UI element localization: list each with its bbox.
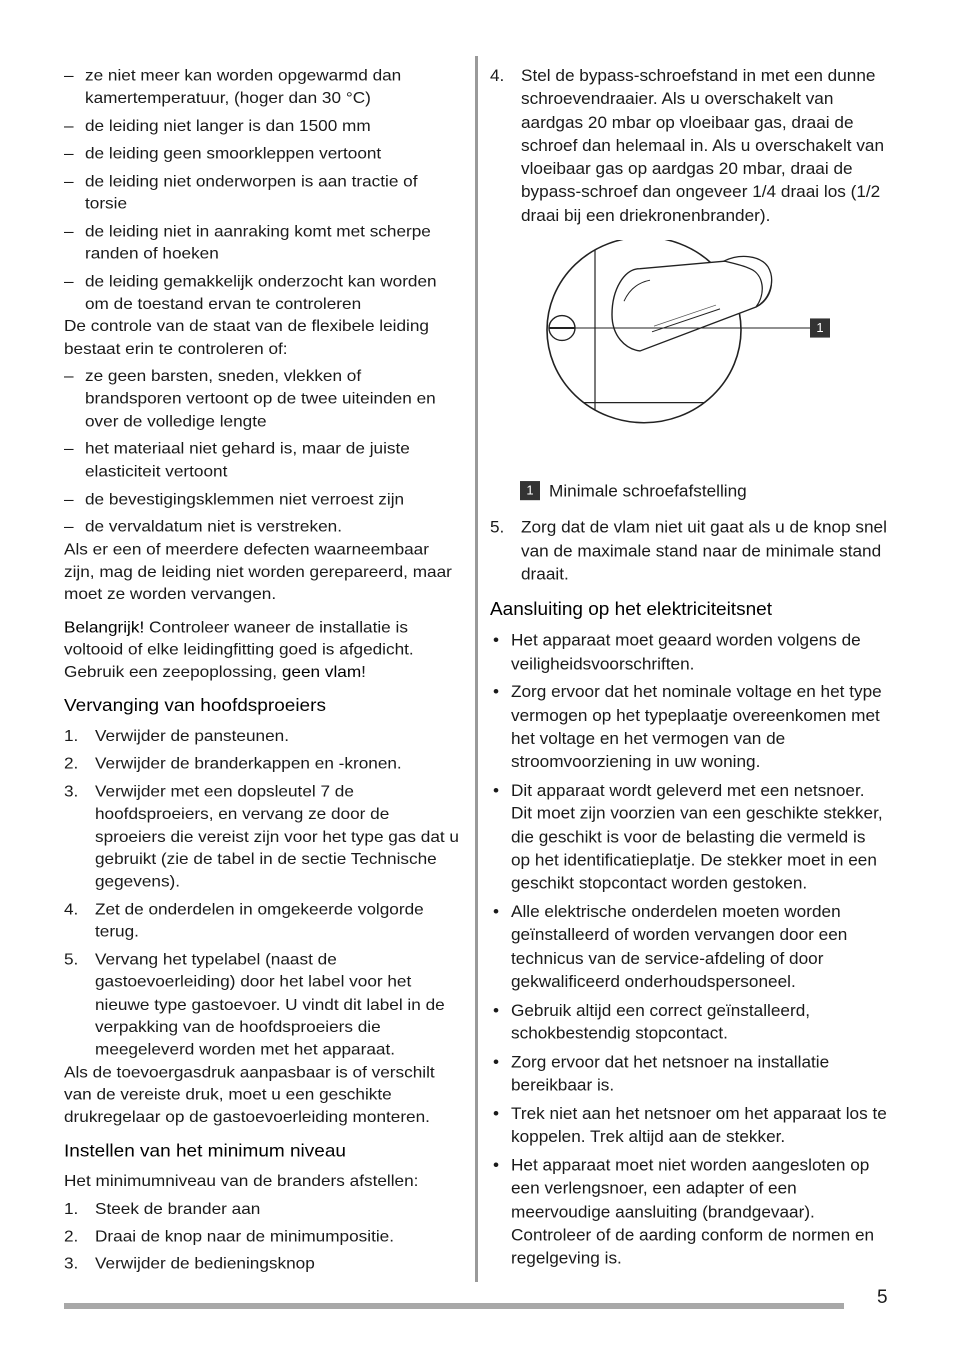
right-column bbox=[490, 64, 888, 1275]
step-item bbox=[64, 1225, 462, 1248]
list-item: – de leiding niet langer is dan 1500 mm bbox=[64, 114, 462, 137]
step-number: 5. bbox=[64, 949, 79, 969]
step-item bbox=[64, 725, 462, 748]
flame-step bbox=[490, 516, 888, 586]
list-item: – de leiding niet onderworpen is aan tractie of torsie bbox=[64, 169, 462, 214]
left-column bbox=[64, 64, 462, 1275]
pipe-control-list bbox=[64, 364, 462, 537]
section-heading-minimum: Instellen van het minimum niveau bbox=[64, 1141, 346, 1162]
step-text: Verwijder de pansteunen. bbox=[95, 726, 289, 745]
step-number: 4. bbox=[490, 65, 505, 86]
step-item bbox=[490, 516, 888, 586]
list-item: – de leiding niet in aanraking komt met scherpe randen of hoeken bbox=[64, 220, 462, 265]
electric-requirements-list bbox=[490, 629, 888, 1270]
page-number: 5 bbox=[877, 1287, 888, 1308]
pipe-requirements-list bbox=[64, 64, 462, 315]
step-number: 4. bbox=[64, 899, 79, 919]
control-intro: De controle van de staat van de flexibele leiding bestaat erin te controleren of: bbox=[64, 316, 429, 358]
step-text: Verwijder de bedieningsknop bbox=[95, 1254, 315, 1273]
step-item bbox=[64, 1197, 462, 1220]
list-item: – de bevestigingsklemmen niet verroest zijn bbox=[64, 487, 462, 510]
step-text: Zorg dat de vlam niet uit gaat als u de knop snel van de maximale stand naar de minimale stand draait. bbox=[521, 517, 887, 584]
burner-tap-drawing bbox=[520, 240, 820, 479]
important-text: Controleer waneer de installatie is voltooid of elke leidingfitting goed is afgedicht. Gebruik een zeepoplossing, bbox=[64, 617, 414, 681]
section-heading-nozzles: Vervanging van hoofdsproeiers bbox=[64, 696, 326, 717]
step-item bbox=[64, 898, 462, 943]
section-heading-electric: Aansluiting op het elektriciteitsnet bbox=[490, 599, 772, 621]
footer-rule bbox=[64, 1303, 844, 1309]
step-text: Steek de brander aan bbox=[95, 1198, 261, 1218]
step-text: Zet de onderdelen in omgekeerde volgorde terug. bbox=[95, 899, 424, 941]
figure-caption bbox=[520, 479, 888, 502]
step-text: Verwijder de branderkappen en -kronen. bbox=[95, 754, 402, 773]
step-number: 3. bbox=[64, 1254, 79, 1273]
list-item: – ze niet meer kan worden opgewarmd dan kamertemperatuur, (hoger dan 30 °C) bbox=[64, 64, 462, 109]
important-warning: geen vlam bbox=[281, 662, 362, 681]
step-item bbox=[64, 948, 462, 1061]
important-label: Belangrijk! bbox=[64, 617, 145, 636]
caption-text: Minimale schroefafstelling bbox=[549, 481, 747, 501]
bypass-screw-illustration bbox=[520, 240, 824, 479]
defects-paragraph: Als er een of meerdere defecten waarneembaar zijn, mag de leiding niet worden gerepareerd, maar moet ze worden vervangen. bbox=[64, 539, 452, 603]
step-item bbox=[64, 1252, 462, 1275]
important-note bbox=[64, 615, 462, 683]
step-text: Draai de knop naar de minimumpositie. bbox=[95, 1226, 395, 1245]
list-item: – de leiding geen smoorkleppen vertoont bbox=[64, 142, 462, 165]
step-number: 2. bbox=[64, 754, 79, 773]
list-item: • Het apparaat moet niet worden aangesloten op een verlengsnoer, een adapter of een meervoudige aansluiting (brandgevaar). Controleer of de aarding conform de normen en regelgeving is. bbox=[490, 1154, 888, 1270]
list-item: • Dit apparaat wordt geleverd met een netsnoer. Dit moet zijn voorzien van een geschikte stekker, die geschikt is voor de belasting die vermeld is op het identificatieplatje. De stekker moet in een geschikt stopcontact worden gestoken. bbox=[490, 779, 888, 895]
step-text: Stel de bypass-schroefstand in met een dunne schroevendraaier. Als u overschakelt van aardgas 20 mbar op vloeibaar gas, draai de schroef dan helemaal in. Als u overschakelt van vloeibaar gas op aardgas 20 mbar, draai de bypass-schroef dan ongeveer 1/4 draai los (1/2 draai bij een driekronenbrander). bbox=[521, 65, 885, 225]
step-text: Verwijder met een dopsleutel 7 de hoofdsproeiers, en vervang ze door de sproeiers die vereist zijn voor het type gas dat u gebruikt (zie de tabel in de sectie Technische gegevens). bbox=[95, 781, 459, 891]
step-number: 1. bbox=[64, 726, 79, 745]
step-number: 5. bbox=[490, 517, 505, 537]
nozzle-steps bbox=[64, 725, 462, 1061]
step-text: Vervang het typelabel (naast de gastoevoerleiding) door het label voor het nieuwe type gastoevoer. U vindt dit label in de verpakking van de hoofdsproeiers die meegeleverd worden met het apparaat. bbox=[95, 949, 445, 1059]
bypass-step bbox=[490, 64, 888, 227]
step-item bbox=[490, 64, 888, 227]
list-item: – het materiaal niet gehard is, maar de juiste elasticiteit vertoont bbox=[64, 437, 462, 482]
list-item: • Zorg ervoor dat het netsnoer na installatie bereikbaar is. bbox=[490, 1050, 888, 1096]
pressure-paragraph: Als de toevoergasdruk aanpasbaar is of verschilt van de vereiste druk, moet u een geschikte drukregelaar op de gastoevoerleiding monteren. bbox=[64, 1062, 435, 1126]
step-item bbox=[64, 752, 462, 775]
list-item: – ze geen barsten, sneden, vlekken of brandsporen vertoont op de twee uiteinden en over de volledige lengte bbox=[64, 364, 462, 432]
list-item: – de vervaldatum niet is verstreken. bbox=[64, 515, 462, 538]
list-item: • Alle elektrische onderdelen moeten worden geïnstalleerd of worden vervangen door een technicus van de service-afdeling of door gekwalificeerd onderhoudspersoneel. bbox=[490, 900, 888, 993]
step-number: 2. bbox=[64, 1226, 79, 1245]
list-item: • Trek niet aan het netsnoer om het apparaat los te koppelen. Trek altijd aan de stekker. bbox=[490, 1102, 888, 1148]
important-end: ! bbox=[361, 662, 366, 681]
minimum-steps bbox=[64, 1197, 462, 1275]
step-item bbox=[64, 780, 462, 893]
list-item: – de leiding gemakkelijk onderzocht kan worden om de toestand ervan te controleren bbox=[64, 270, 462, 315]
callout-marker: 1 bbox=[810, 319, 830, 338]
list-item: • Gebruik altijd een correct geïnstalleerd, schokbestendig stopcontact. bbox=[490, 998, 888, 1044]
step-number: 1. bbox=[64, 1198, 79, 1218]
step-number: 3. bbox=[64, 781, 79, 801]
minimum-intro: Het minimumniveau van de branders afstellen: bbox=[64, 1171, 419, 1191]
list-item: • Het apparaat moet geaard worden volgens de veiligheidsvoorschriften. bbox=[490, 629, 888, 675]
caption-marker: 1 bbox=[520, 481, 540, 500]
list-item: • Zorg ervoor dat het nominale voltage en het type vermogen op het typeplaatje overeenkomen met het voltage en het vermogen van de stroomvoorziening in uw woning. bbox=[490, 680, 888, 773]
column-divider bbox=[475, 56, 478, 1282]
